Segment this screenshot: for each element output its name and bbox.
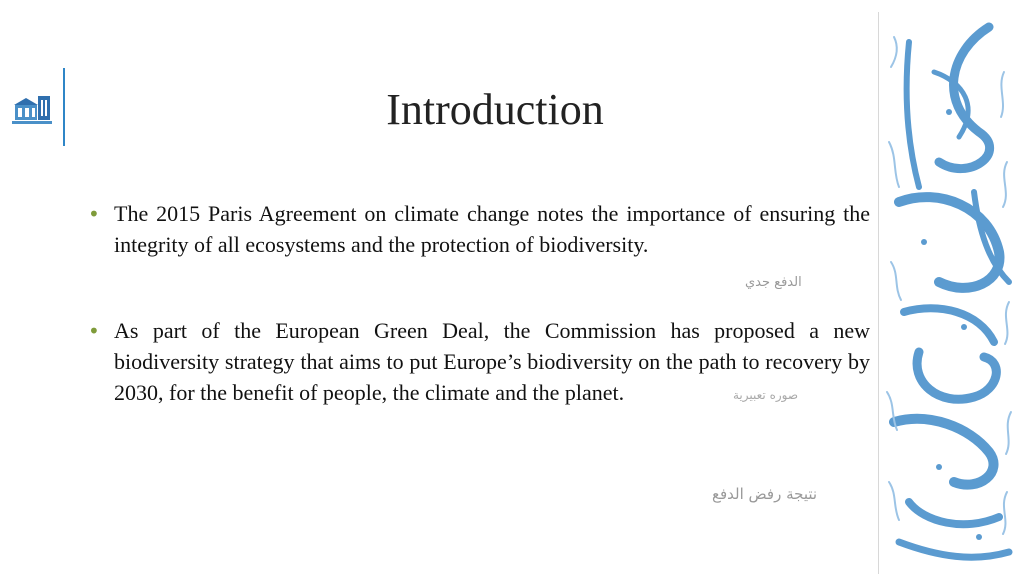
- arabic-calligraphy-icon: [879, 12, 1019, 574]
- bullet-text: The 2015 Paris Agreement on climate change notes the importance of ensuring the integrity of all ecosystems and the protection of biodiversity.: [114, 201, 870, 257]
- bullet-dot-icon: •: [88, 319, 100, 343]
- header-divider: [63, 68, 65, 146]
- university-logo-icon: [12, 90, 54, 126]
- arabic-note: نتيجة رفض الدفع: [712, 485, 818, 503]
- arabic-note: الدفع جدي: [745, 275, 802, 290]
- side-panel: [878, 12, 1019, 574]
- slide-title: Introduction: [386, 85, 604, 134]
- bullet-dot-icon: •: [88, 202, 100, 226]
- bullet-text: As part of the European Green Deal, the Commission has proposed a new biodiversity strategy that aims to put Europe’s biodiversity on the path to recovery by 2030, for the benefit of people, the climate and the planet.: [114, 318, 870, 405]
- bullet-item: [88, 198, 870, 260]
- arabic-note: صوره تعبيرية: [733, 388, 799, 402]
